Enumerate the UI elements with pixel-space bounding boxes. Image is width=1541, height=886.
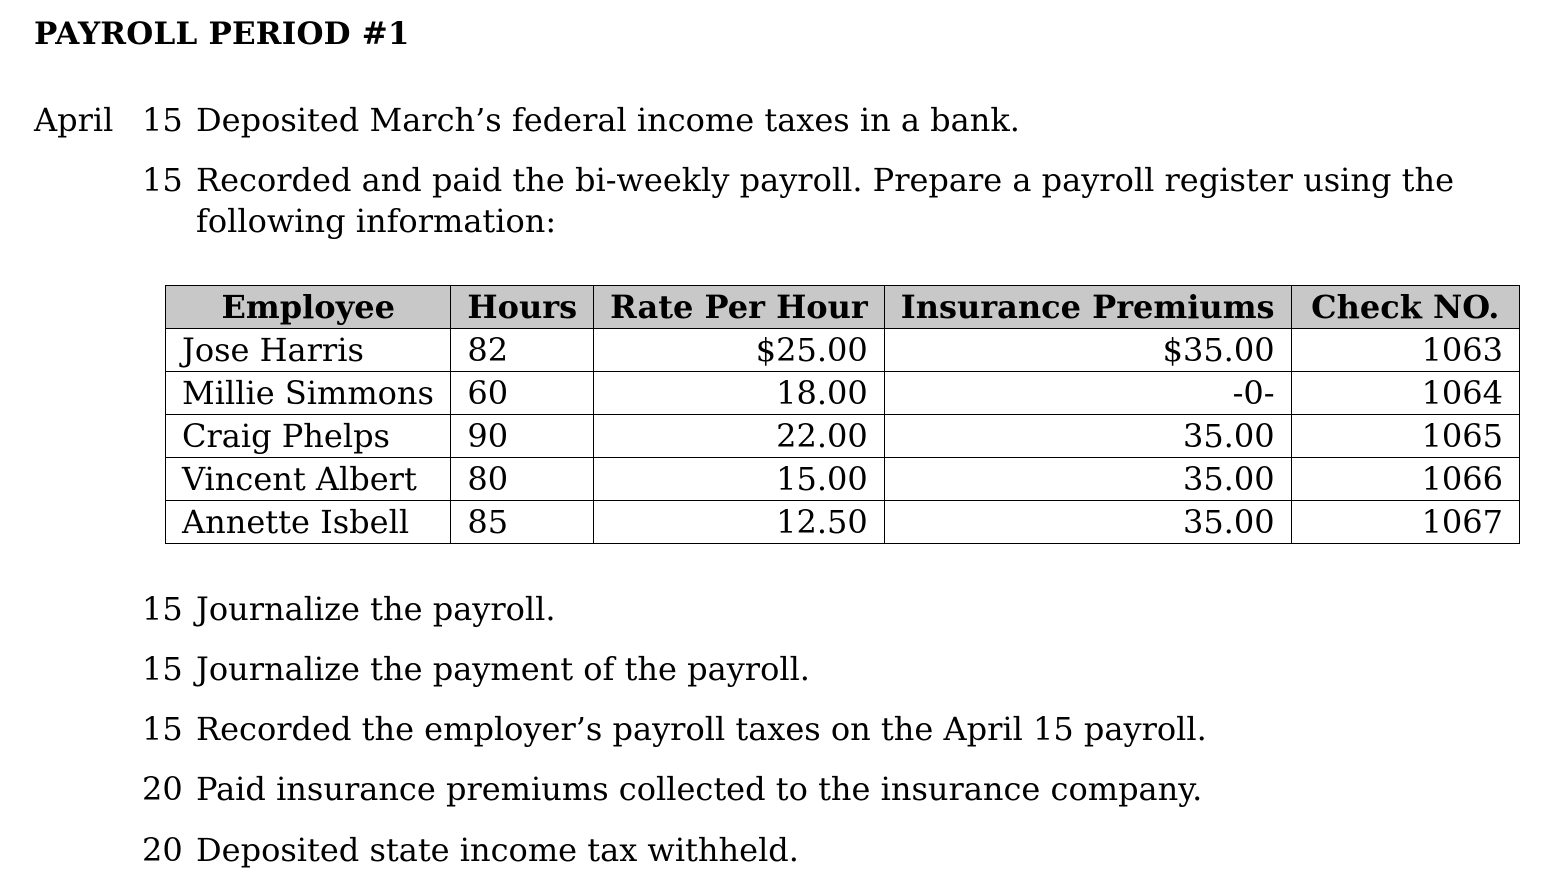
employee-cell: Annette Isbell [166,501,451,544]
table-row [166,415,1520,458]
table-row [166,372,1520,415]
list-item [0,160,1541,242]
table-row [166,329,1520,372]
rate-cell: 18.00 [594,372,885,415]
rate-cell: $25.00 [594,329,885,372]
table-row [166,458,1520,501]
rate-cell: 12.50 [594,501,885,544]
check-cell: 1063 [1291,329,1519,372]
entry-month: April [34,101,114,139]
check-cell: 1066 [1291,458,1519,501]
hours-cell: 60 [451,372,594,415]
payroll-table [165,285,1520,544]
check-cell: 1065 [1291,415,1519,458]
entry-day: 15 [142,101,183,139]
column-header-employee: Employee [166,286,451,329]
list-item [0,589,1541,630]
employee-cell: Jose Harris [166,329,451,372]
entry-day: 20 [142,770,183,808]
employee-cell: Vincent Albert [166,458,451,501]
employee-cell: Millie Simmons [166,372,451,415]
entry-text: Recorded and paid the bi-weekly payroll. Prepare a payroll register using the following information: [196,161,1455,240]
check-cell: 1067 [1291,501,1519,544]
insurance-cell: -0- [884,372,1291,415]
entry-text: Journalize the payment of the payroll. [196,650,810,688]
hours-cell: 90 [451,415,594,458]
entry-day: 15 [142,650,183,688]
entry-text: Deposited March’s federal income taxes in a bank. [196,101,1020,139]
entry-day: 15 [142,161,183,199]
entry-day: 15 [142,590,183,628]
list-item [0,649,1541,690]
page-title: PAYROLL PERIOD #1 [34,16,410,52]
table-row [166,501,1520,544]
list-item [0,100,1541,141]
list-item [0,709,1541,750]
insurance-cell: 35.00 [884,458,1291,501]
entry-text: Paid insurance premiums collected to the insurance company. [196,770,1203,808]
entry-text: Recorded the employer’s payroll taxes on the April 15 payroll. [196,710,1207,748]
insurance-cell: 35.00 [884,415,1291,458]
insurance-cell: 35.00 [884,501,1291,544]
rate-cell: 22.00 [594,415,885,458]
column-header-rate: Rate Per Hour [594,286,885,329]
hours-cell: 80 [451,458,594,501]
entry-day: 15 [142,710,183,748]
list-item [0,769,1541,810]
insurance-cell: $35.00 [884,329,1291,372]
column-header-insurance: Insurance Premiums [884,286,1291,329]
hours-cell: 85 [451,501,594,544]
entry-day: 20 [142,831,183,869]
rate-cell: 15.00 [594,458,885,501]
check-cell: 1064 [1291,372,1519,415]
column-header-hours: Hours [451,286,594,329]
hours-cell: 82 [451,329,594,372]
table-header-row [166,286,1520,329]
entry-text: Journalize the payroll. [196,590,556,628]
column-header-check: Check NO. [1291,286,1519,329]
list-item [0,830,1541,871]
entry-text: Deposited state income tax withheld. [196,831,799,869]
employee-cell: Craig Phelps [166,415,451,458]
